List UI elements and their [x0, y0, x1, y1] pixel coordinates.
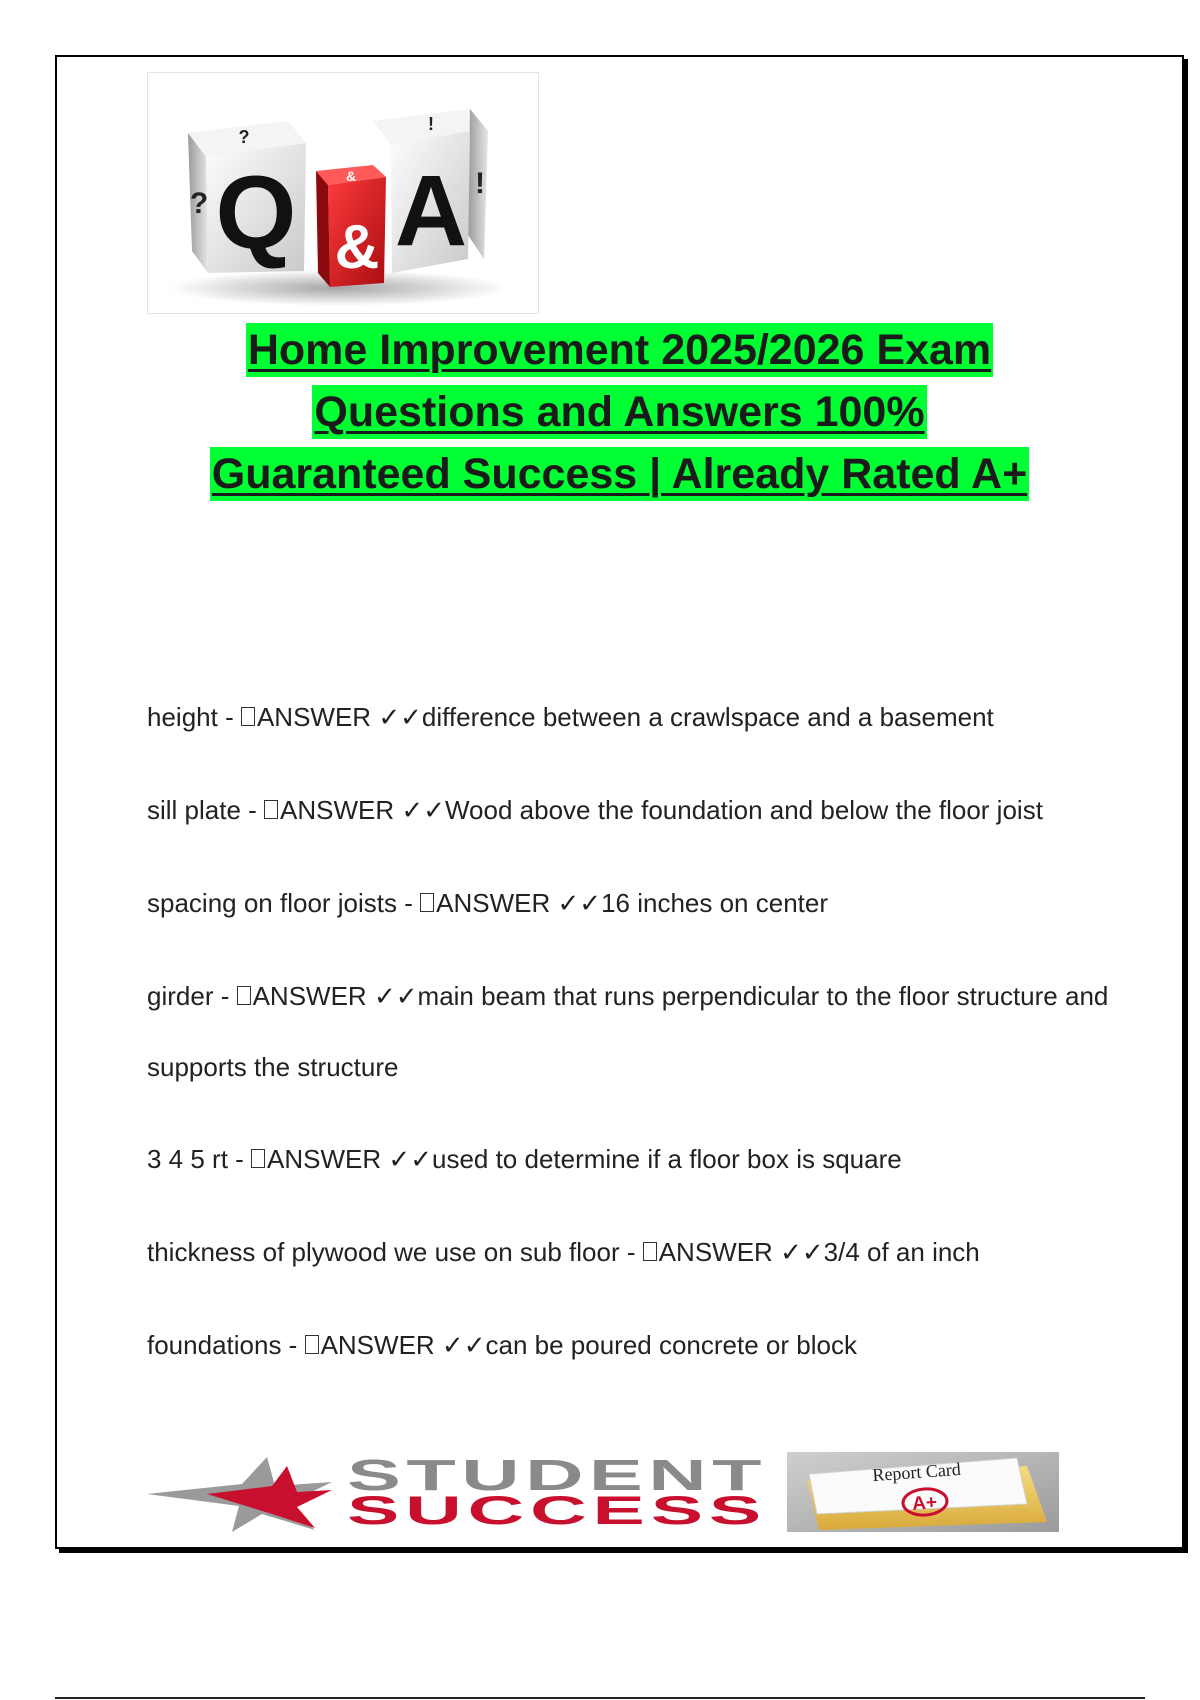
qa-dice-image — [147, 72, 539, 314]
qa-dice-illustration — [148, 73, 538, 313]
student-success-logo — [147, 1452, 1107, 1532]
qa-item — [147, 961, 1127, 1102]
qa-item — [147, 868, 1127, 939]
qa-term: height — [147, 702, 218, 732]
bottom-rule — [55, 1697, 1145, 1699]
die-ampersand-letter: & — [334, 213, 380, 282]
qa-answer-label: ANSWER — [436, 888, 551, 918]
brand-top-text: STUDENT — [347, 1452, 767, 1500]
die-q-side-mark: ? — [189, 187, 209, 220]
qa-answer: 3/4 of an inch — [823, 1237, 980, 1267]
qa-term: sill plate — [147, 795, 241, 825]
qa-answer: Wood above the foundation and below the floor joist — [444, 795, 1043, 825]
qa-answer-label: ANSWER — [658, 1237, 773, 1267]
qa-separator: - — [213, 981, 237, 1011]
die-q-letter: Q — [215, 155, 297, 271]
qa-term: foundations — [147, 1330, 282, 1360]
student-success-banner — [147, 1452, 1107, 1532]
qa-answer: main beam that runs perpendicular to the floor structure and supports the structure — [147, 981, 1109, 1082]
qa-separator: - — [240, 795, 265, 825]
die-a-top-mark: ! — [428, 114, 434, 134]
qa-separator: - — [227, 1144, 252, 1174]
missing-glyph-icon — [264, 800, 278, 819]
page-frame — [55, 55, 1184, 1549]
qa-answer: used to determine if a floor box is square — [431, 1144, 902, 1174]
qa-item — [147, 682, 1127, 753]
missing-glyph-icon — [643, 1242, 657, 1261]
missing-glyph-icon — [237, 986, 251, 1005]
qa-separator: - — [281, 1330, 305, 1360]
qa-answer: difference between a crawlspace and a basement — [421, 702, 994, 732]
die-a-side-mark: ! — [475, 167, 485, 200]
report-card-grade: A+ — [911, 1492, 938, 1515]
title-line-2: Questions and Answers 100% — [312, 385, 926, 439]
double-check-icon: ✓✓ — [388, 1145, 432, 1175]
double-check-icon: ✓✓ — [378, 703, 422, 733]
double-check-icon: ✓✓ — [441, 1331, 486, 1361]
die-ampersand — [316, 165, 386, 287]
qa-term: spacing on floor joists — [147, 888, 398, 918]
die-q-top-mark: ? — [238, 127, 250, 147]
qa-answer-label: ANSWER — [256, 702, 372, 732]
missing-glyph-icon — [241, 707, 255, 726]
qa-answer-label: ANSWER — [252, 981, 367, 1011]
title-line-1: Home Improvement 2025/2026 Exam — [246, 323, 993, 377]
missing-glyph-icon — [420, 893, 434, 912]
qa-item — [147, 1310, 1127, 1381]
qa-answer: 16 inches on center — [601, 888, 829, 918]
star-icon — [147, 1457, 332, 1532]
die-a-letter: A — [394, 155, 468, 267]
document-title — [57, 319, 1182, 505]
missing-glyph-icon — [251, 1149, 265, 1168]
qa-answer-label: ANSWER — [320, 1330, 435, 1360]
double-check-icon: ✓✓ — [373, 982, 418, 1012]
report-card-icon — [787, 1452, 1059, 1532]
qa-list — [147, 682, 1127, 1403]
die-a — [373, 109, 488, 273]
qa-separator: - — [217, 702, 241, 732]
qa-answer-label: ANSWER — [280, 795, 395, 825]
qa-term: 3 4 5 rt — [147, 1144, 228, 1174]
qa-item — [147, 775, 1127, 846]
qa-item — [147, 1124, 1127, 1195]
missing-glyph-icon — [305, 1335, 319, 1354]
qa-separator: - — [397, 888, 421, 918]
qa-separator: - — [619, 1237, 643, 1267]
qa-answer-label: ANSWER — [267, 1144, 382, 1174]
double-check-icon: ✓✓ — [401, 796, 445, 826]
qa-answer: can be poured concrete or block — [485, 1330, 857, 1360]
qa-item — [147, 1217, 1127, 1288]
die-q — [188, 121, 306, 273]
double-check-icon: ✓✓ — [780, 1238, 824, 1268]
qa-term: girder — [147, 981, 214, 1011]
double-check-icon: ✓✓ — [557, 889, 602, 919]
brand-bottom-text: SUCCESS — [347, 1489, 767, 1532]
die-ampersand-top-mark: & — [345, 168, 357, 184]
qa-term: thickness of plywood we use on sub floor — [147, 1237, 620, 1267]
report-card-label: Report Card — [871, 1458, 962, 1486]
title-line-3: Guaranteed Success | Already Rated A+ — [210, 447, 1029, 501]
